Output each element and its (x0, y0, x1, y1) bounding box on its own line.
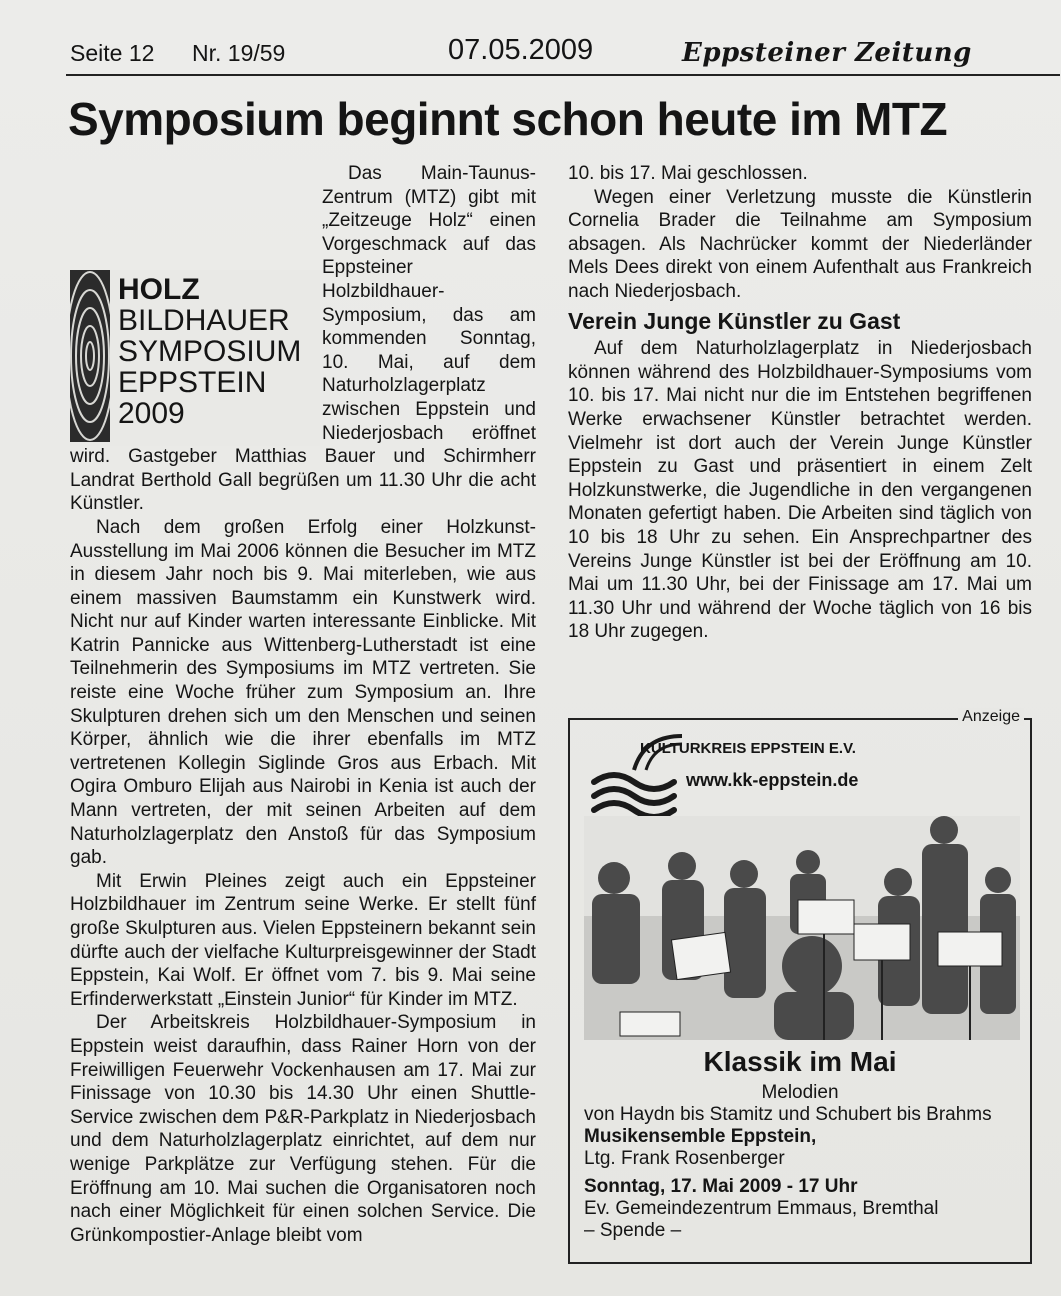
logo-line: 2009 (118, 397, 185, 430)
paragraph: Der Arbeitskreis Holzbildhauer-Symposium in Eppstein weist daraufhin, dass Rainer Horn von der Freiwilligen Feuerwehr Vockenhausen am 17. Mai zur Finissage von 10.30 bis 14.30 Uhr einen Shuttle-Service zwischen dem P&R-Parkplatz in Niederjosbach und dem Naturholzlagerplatz einrichtet, auf dem nur wenige Parkplätze zur Verfügung stehen. Für die Eröffnung am 10. Mai suchen die Organisatoren noch nach einer Möglichkeit für einen solchen Service. Die Grünkompostier-Anlage bleibt vom (70, 1012, 536, 1246)
subheading: Verein Junge Künstler zu Gast (568, 307, 901, 334)
ad-datetime: Sonntag, 17. Mai 2009 - 17 Uhr (584, 1176, 858, 1197)
header-rule (66, 74, 1060, 76)
paragraph: Auf dem Naturholzlagerplatz in Niederjosbach können während des Holzbildhauer-Symposiums vom 10. bis 17. Mai nicht nur die im Entstehen begriffenen Werke erwachsener Künstler betrachtet werden. Vielmehr ist dort auch der Verein Junge Künstler Eppstein zu Gast und präsentiert in einem Zelt Holzkunstwerke, die Jugendliche in den vergangenen Monaten gefertigt haben. Die Arbeiten sind täglich von 10 bis 18 Uhr zu sehen. Ein Ansprechpartner des Vereins Junge Künstler ist bei der Eröffnung am 10. Mai um 11.30 Uhr, bei der Finissage am 17. Mai um 11.30 Uhr und während der Woche täglich von 16 bis 18 Uhr zugegen. (568, 338, 1032, 643)
article-column-2 (568, 162, 1032, 644)
issue-number: Nr. 19/59 (192, 40, 286, 66)
ad-text (570, 1046, 1030, 1242)
ad-leader: Ltg. Frank Rosenberger (584, 1148, 785, 1169)
ensemble-photo (584, 816, 1020, 1040)
paragraph: Das Main-Taunus-Zentrum (MTZ) gibt mit „Zeitzeuge Holz“ einen Vorgeschmack auf das Eppsteiner Holzbildhauer-Symposium, das am kommenden Sonntag, 10. Mai, auf dem Naturholzlagerplatz zwischen Eppstein und Niederjosbach eröffnet wird. Gastgeber Matthias Bauer und Schirmherr Landrat Berthold Gall begrüßen um 11.30 Uhr die acht Künstler. (70, 163, 536, 515)
ad-venue: Ev. Gemeindezentrum Emmaus, Bremthal (584, 1198, 939, 1219)
wood-grain-icon (70, 270, 110, 442)
ad-organization: KULTURKREIS EPPSTEIN E.V. (640, 740, 856, 757)
ad-ensemble: Musikensemble Eppstein, (584, 1126, 817, 1147)
ad-label: Anzeige (958, 708, 1024, 726)
page-number: Seite 12 (70, 40, 155, 66)
logo-line: BILDHAUER (118, 304, 290, 337)
issue-date: 07.05.2009 (448, 34, 594, 66)
logo-line: SYMPOSIUM (118, 335, 302, 368)
ad-url: www.kk-eppstein.de (686, 770, 859, 790)
ad-subtitle: Melodien (761, 1082, 839, 1103)
page-header (70, 34, 1060, 74)
paragraph: Wegen einer Verletzung musste die Künstlerin Cornelia Brader die Teilnahme am Symposium absagen. Als Nachrücker kommt der Niederländer Mels Dees direkt von einem Aufenthalt aus Frankreich nach Niederjosbach. (568, 186, 1032, 302)
paragraph: 10. bis 17. Mai geschlossen. (568, 163, 808, 184)
ad-program: von Haydn bis Stamitz und Schubert bis Brahms (584, 1104, 992, 1125)
paragraph: Nach dem großen Erfolg einer Holzkunst-Ausstellung im Mai 2006 können die Besucher im MTZ in diesem Jahr noch bis 9. Mai miterleben, wie aus einem massiven Baumstamm ein Kunstwerk wird. Nicht nur auf Kinder warten interessante Einblicke. Mit Katrin Pannicke aus Wittenberg-Lutherstadt ist eine Teilnehmerin des Symposiums im MTZ vertreten. Sie reiste eine Woche früher zum Symposium an. Ihre Skulpturen drehen sich um den Menschen und seinen Körper, ähnlich wie die ihrer ebenfalls im MTZ vertretenen Kollegin Siglinde Gros aus Erbach. Mit Ogira Omburo Elijah aus Nairobi in Kenia ist auch der Mann vertreten, der mit seinen Arbeiten auf dem Naturholzlagerplatz den Anstoß für das Symposium gab. (70, 516, 536, 869)
headline: Symposium beginnt schon heute im MTZ (68, 93, 948, 145)
logo-line: EPPSTEIN (118, 366, 267, 399)
paragraph: Mit Erwin Pleines zeigt auch ein Eppsteiner Holzbildhauer im Zentrum seine Werke. Er stellt fünf große Skulpturen aus. Vielen Eppsteinern bekannt sein dürfte auch der vielfache Kulturpreisgewinner der Stadt Eppstein, Kai Wolf. Er öffnet vom 7. bis 9. Mai seine Erfinderwerkstatt „Einstein Junior“ für Kinder im MTZ. (70, 870, 536, 1010)
advertisement (568, 708, 1032, 1264)
ad-title: Klassik im Mai (703, 1046, 897, 1077)
symposium-logo (70, 270, 320, 446)
logo-line: HOLZ (118, 273, 200, 306)
masthead: Eppsteiner Zeitung (682, 38, 972, 68)
ad-donation: – Spende – (584, 1220, 682, 1241)
